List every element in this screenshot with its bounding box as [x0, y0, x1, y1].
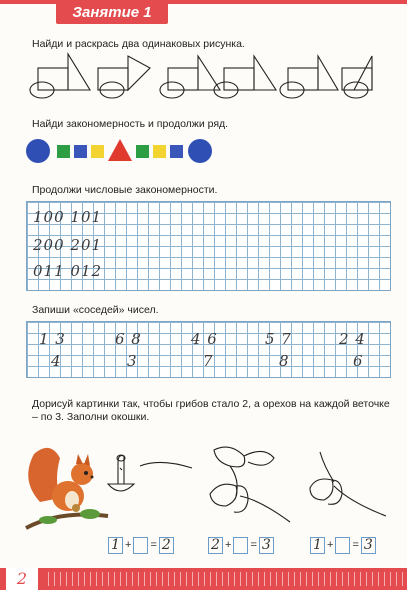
nut-branch-2[interactable] [300, 446, 390, 526]
task1-instruction: Найди и раскрась два одинаковых рисунка. [32, 38, 245, 50]
pattern-row-2: 200 201 [33, 236, 103, 254]
blue-square [170, 145, 183, 158]
neighbors-top-1: 1 3 [39, 330, 66, 348]
eq3-box-a[interactable]: 1 [310, 537, 325, 554]
neighbors-top-4: 5 7 [265, 330, 292, 348]
pattern-row-1: 100 101 [33, 208, 103, 226]
neighbors-top-5: 2 4 [339, 330, 366, 348]
eq1-box-a[interactable]: 1 [108, 537, 123, 554]
mushroom-drawing[interactable] [100, 448, 196, 498]
task4-instruction: Запиши «соседей» чисел. [32, 304, 159, 316]
blue-circle [26, 139, 50, 163]
number-pattern-grid[interactable] [26, 201, 391, 291]
eq2-box-a[interactable]: 2 [208, 537, 223, 554]
figure-3 [160, 56, 220, 98]
figure-2 [98, 56, 150, 98]
neighbors-bottom-3: 7 [203, 352, 214, 370]
neighbors-bottom-5: 6 [353, 352, 364, 370]
eq1-box-b[interactable] [133, 537, 148, 554]
nut-branch-1[interactable] [200, 440, 298, 526]
equation-1: 1 + = 2 [108, 536, 174, 554]
eq1-box-result[interactable]: 2 [159, 537, 174, 554]
task3-instruction: Продолжи числовые закономерности. [32, 184, 218, 196]
task5-instruction: Дорисуй картинки так, чтобы грибов стало 2, а орехов на каждой веточке – по 3. Заполни окошки. [32, 398, 390, 423]
red-triangle [108, 139, 132, 161]
task1-figures[interactable] [28, 52, 378, 108]
eq2-box-b[interactable] [233, 537, 248, 554]
task2-instruction: Найди закономерность и продолжи ряд. [32, 118, 229, 130]
eq2-box-result[interactable]: 3 [259, 537, 274, 554]
equation-3: 1 + = 3 [310, 536, 376, 554]
figure-1 [30, 54, 90, 98]
equation-2: 2 + = 3 [208, 536, 274, 554]
yellow-square [91, 145, 104, 158]
lesson-title: Занятие 1 [56, 2, 168, 24]
neighbors-bottom-4: 8 [279, 352, 290, 370]
footer-stripes [48, 572, 407, 586]
squirrel-illustration [20, 440, 112, 532]
yellow-square [153, 145, 166, 158]
page-number: 2 [6, 568, 38, 590]
neighbors-grid[interactable] [26, 321, 391, 378]
eq3-box-b[interactable] [335, 537, 350, 554]
pattern-row-3: 011 012 [33, 262, 103, 280]
neighbors-bottom-1: 4 [51, 352, 62, 370]
neighbors-top-2: 6 8 [115, 330, 142, 348]
pattern-row [24, 137, 214, 165]
page-footer [0, 568, 407, 590]
blue-square [74, 145, 87, 158]
green-square [57, 145, 70, 158]
blue-circle [188, 139, 212, 163]
neighbors-top-3: 4 6 [191, 330, 218, 348]
page-header [0, 0, 407, 28]
green-square [136, 145, 149, 158]
figure-5 [280, 56, 338, 98]
eq3-box-result[interactable]: 3 [361, 537, 376, 554]
figure-4 [214, 56, 276, 98]
neighbors-bottom-2: 3 [127, 352, 138, 370]
figure-6 [342, 56, 372, 98]
